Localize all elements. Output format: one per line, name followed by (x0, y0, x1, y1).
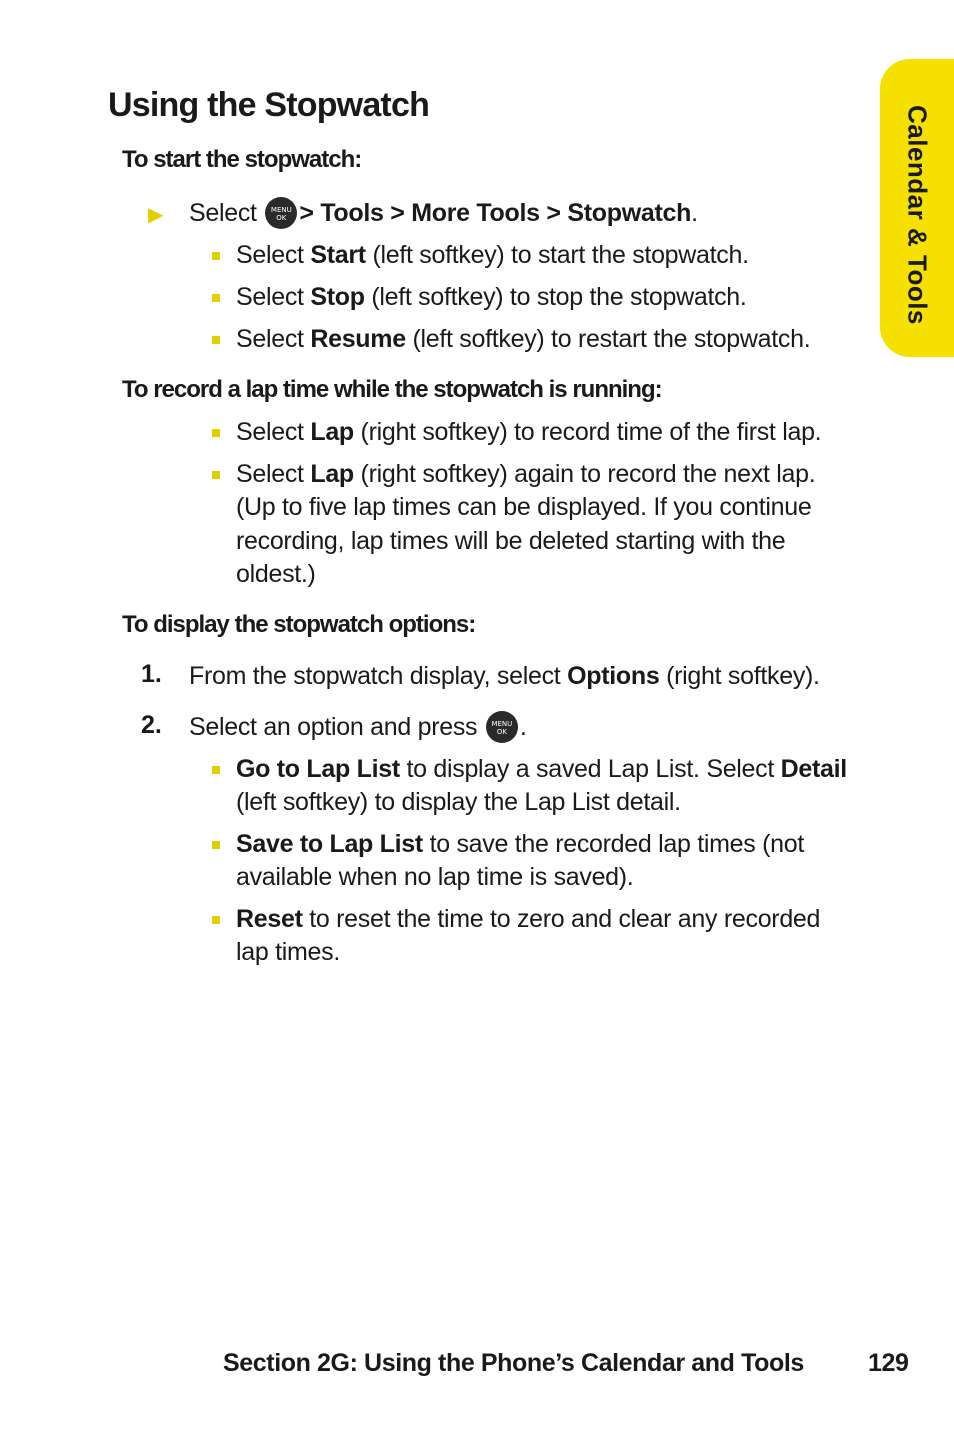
option-save-to-lap-list: Save to Lap List (236, 830, 423, 858)
path-more-tools: More Tools (411, 199, 540, 227)
step-number: 2. (141, 711, 162, 739)
softkey-resume: Resume (310, 325, 406, 353)
square-bullet-icon (212, 429, 220, 437)
square-bullet-icon (212, 766, 220, 774)
list-item-continuation: (Up to five lap times can be displayed. If you continue (236, 493, 812, 521)
step-text: From the stopwatch display, select Options (right softkey). (189, 662, 820, 690)
softkey-lap: Lap (310, 460, 354, 488)
softkey-stop: Stop (310, 283, 365, 311)
lap-heading: To record a lap time while the stopwatch is running: (122, 376, 662, 403)
side-tab-label: Calendar & Tools (902, 105, 933, 325)
list-item-continuation: (left softkey) to display the Lap List detail. (236, 788, 681, 816)
option-reset: Reset (236, 905, 303, 933)
menu-ok-key-icon: MENU OK (265, 197, 297, 229)
start-heading: To start the stopwatch: (122, 146, 362, 173)
list-item-continuation: lap times. (236, 938, 340, 966)
step-number: 1. (141, 660, 162, 688)
softkey-options: Options (567, 662, 660, 690)
list-item: Save to Lap List to save the recorded lap times (not (236, 830, 805, 858)
menu-ok-key-icon: MENU OK (486, 711, 518, 743)
path-stopwatch: Stopwatch (567, 199, 692, 227)
softkey-detail: Detail (780, 755, 847, 783)
list-item: Select Start (left softkey) to start the stopwatch. (236, 241, 749, 269)
arrow-bullet-icon: ▶ (148, 204, 164, 226)
option-go-to-lap-list: Go to Lap List (236, 755, 400, 783)
path-tools: Tools (320, 199, 384, 227)
list-item-continuation: recording, lap times will be deleted starting with the (236, 527, 786, 555)
list-item: Select Lap (right softkey) again to record the next lap. (236, 460, 816, 488)
square-bullet-icon (212, 916, 220, 924)
list-item: Reset to reset the time to zero and clear any recorded (236, 905, 821, 933)
section-side-tab (880, 59, 954, 357)
square-bullet-icon (212, 294, 220, 302)
list-item: Select Stop (left softkey) to stop the stopwatch. (236, 283, 747, 311)
footer-section-title: Section 2G: Using the Phone’s Calendar and Tools (223, 1349, 804, 1377)
path-separator: > (390, 199, 405, 227)
list-item: Select Resume (left softkey) to restart the stopwatch. (236, 325, 811, 353)
list-item: Select Lap (right softkey) to record time of the first lap. (236, 418, 822, 446)
page-number: 129 (868, 1349, 909, 1377)
start-step: Select MENU OK > Tools > More Tools > Stopwatch. (189, 199, 698, 227)
path-separator: > (546, 199, 561, 227)
options-heading: To display the stopwatch options: (122, 611, 476, 638)
path-separator: > (299, 199, 314, 227)
square-bullet-icon (212, 471, 220, 479)
square-bullet-icon (212, 336, 220, 344)
list-item-continuation: oldest.) (236, 560, 316, 588)
square-bullet-icon (212, 841, 220, 849)
page-title: Using the Stopwatch (108, 86, 430, 124)
square-bullet-icon (212, 252, 220, 260)
step-select-word: Select (189, 199, 257, 227)
softkey-lap: Lap (310, 418, 354, 446)
step-text: Select an option and press MENU OK . (189, 713, 527, 741)
list-item: Go to Lap List to display a saved Lap List. Select Detail (236, 755, 847, 783)
list-item-continuation: available when no lap time is saved). (236, 863, 634, 891)
softkey-start: Start (310, 241, 366, 269)
